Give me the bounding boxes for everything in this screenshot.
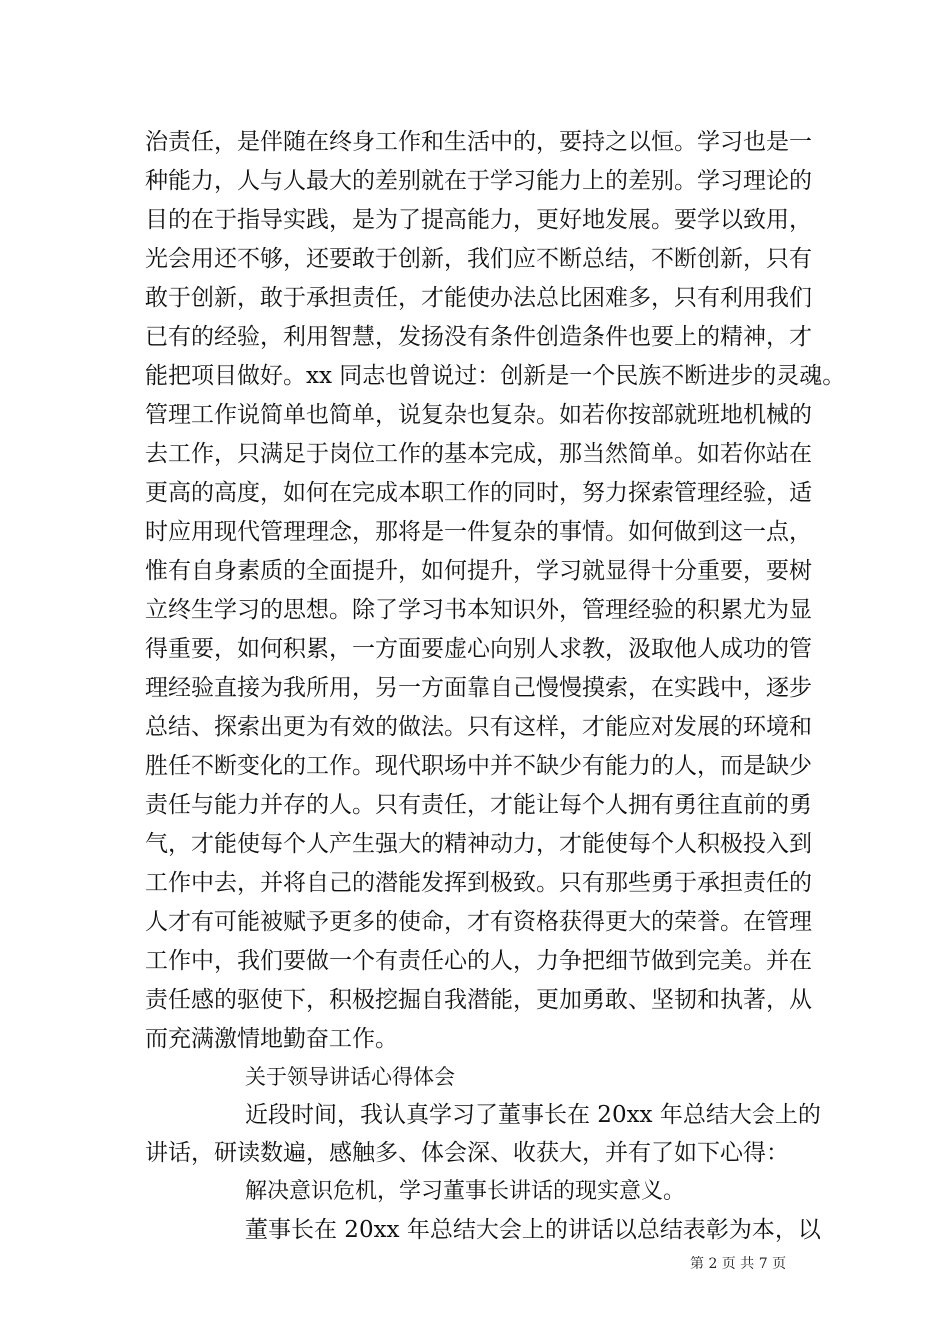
section-title: 关于领导讲话心得体会 bbox=[245, 1065, 455, 1089]
paragraph-line: 近段时间，我认真学习了董事长在 20xx 年总结大会上的 bbox=[245, 1102, 821, 1128]
body-line: 胜任不断变化的工作。现代职场中并不缺少有能力的人，而是缺少 bbox=[145, 753, 812, 779]
body-line: 治责任，是伴随在终身工作和生活中的，要持之以恒。学习也是一 bbox=[145, 129, 812, 155]
paragraph-line: 讲话，研读数遍，感触多、体会深、收获大，并有了如下心得： bbox=[145, 1140, 789, 1166]
page-number: 第 2 页 共 7 页 bbox=[690, 1256, 787, 1272]
body-line: 总结、探索出更为有效的做法。只有这样，才能应对发展的环境和 bbox=[145, 714, 812, 740]
body-line: 而充满激情地勤奋工作。 bbox=[145, 1026, 398, 1052]
body-line: 敢于创新，敢于承担责任，才能使办法总比困难多，只有利用我们 bbox=[145, 285, 812, 311]
paragraph-line: 董事长在 20xx 年总结大会上的讲话以总结表彰为本，以 bbox=[245, 1217, 821, 1243]
subheading: 解决意识危机，学习董事长讲话的现实意义。 bbox=[245, 1179, 686, 1204]
body-line: 责任与能力并存的人。只有责任，才能让每个人拥有勇往直前的勇 bbox=[145, 792, 812, 818]
body-line: 工作中去，并将自己的潜能发挥到极致。只有那些勇于承担责任的 bbox=[145, 870, 812, 896]
body-line: 惟有自身素质的全面提升，如何提升，学习就显得十分重要，要树 bbox=[145, 558, 812, 584]
body-line: 时应用现代管理理念，那将是一件复杂的事情。如何做到这一点， bbox=[145, 519, 812, 545]
body-line: 光会用还不够，还要敢于创新，我们应不断总结，不断创新，只有 bbox=[145, 246, 812, 272]
body-line: 已有的经验，利用智慧，发扬没有条件创造条件也要上的精神，才 bbox=[145, 324, 812, 350]
body-line: 责任感的驱使下，积极挖掘自我潜能，更加勇敢、坚韧和执著，从 bbox=[145, 987, 812, 1013]
body-line: 去工作，只满足于岗位工作的基本完成，那当然简单。如若你站在 bbox=[145, 441, 812, 467]
body-line: 立终生学习的思想。除了学习书本知识外，管理经验的积累尤为显 bbox=[145, 597, 812, 623]
body-line: 气，才能使每个人产生强大的精神动力，才能使每个人积极投入到 bbox=[145, 831, 812, 857]
body-line: 更高的高度，如何在完成本职工作的同时，努力探索管理经验，适 bbox=[145, 480, 812, 506]
body-line: 人才有可能被赋予更多的使命，才有资格获得更大的荣誉。在管理 bbox=[145, 909, 812, 935]
body-line: 得重要，如何积累，一方面要虚心向别人求教，汲取他人成功的管 bbox=[145, 636, 812, 662]
body-line: 理经验直接为我所用，另一方面靠自己慢慢摸索，在实践中，逐步 bbox=[145, 675, 812, 701]
body-line: 能把项目做好。xx 同志也曾说过：创新是一个民族不断进步的灵魂。 bbox=[145, 363, 846, 389]
body-line: 管理工作说简单也简单，说复杂也复杂。如若你按部就班地机械的 bbox=[145, 402, 812, 428]
body-line: 种能力，人与人最大的差别就在于学习能力上的差别。学习理论的 bbox=[145, 168, 812, 194]
body-line: 工作中，我们要做一个有责任心的人，力争把细节做到完美。并在 bbox=[145, 948, 812, 974]
body-line: 目的在于指导实践，是为了提高能力，更好地发展。要学以致用， bbox=[145, 207, 812, 233]
